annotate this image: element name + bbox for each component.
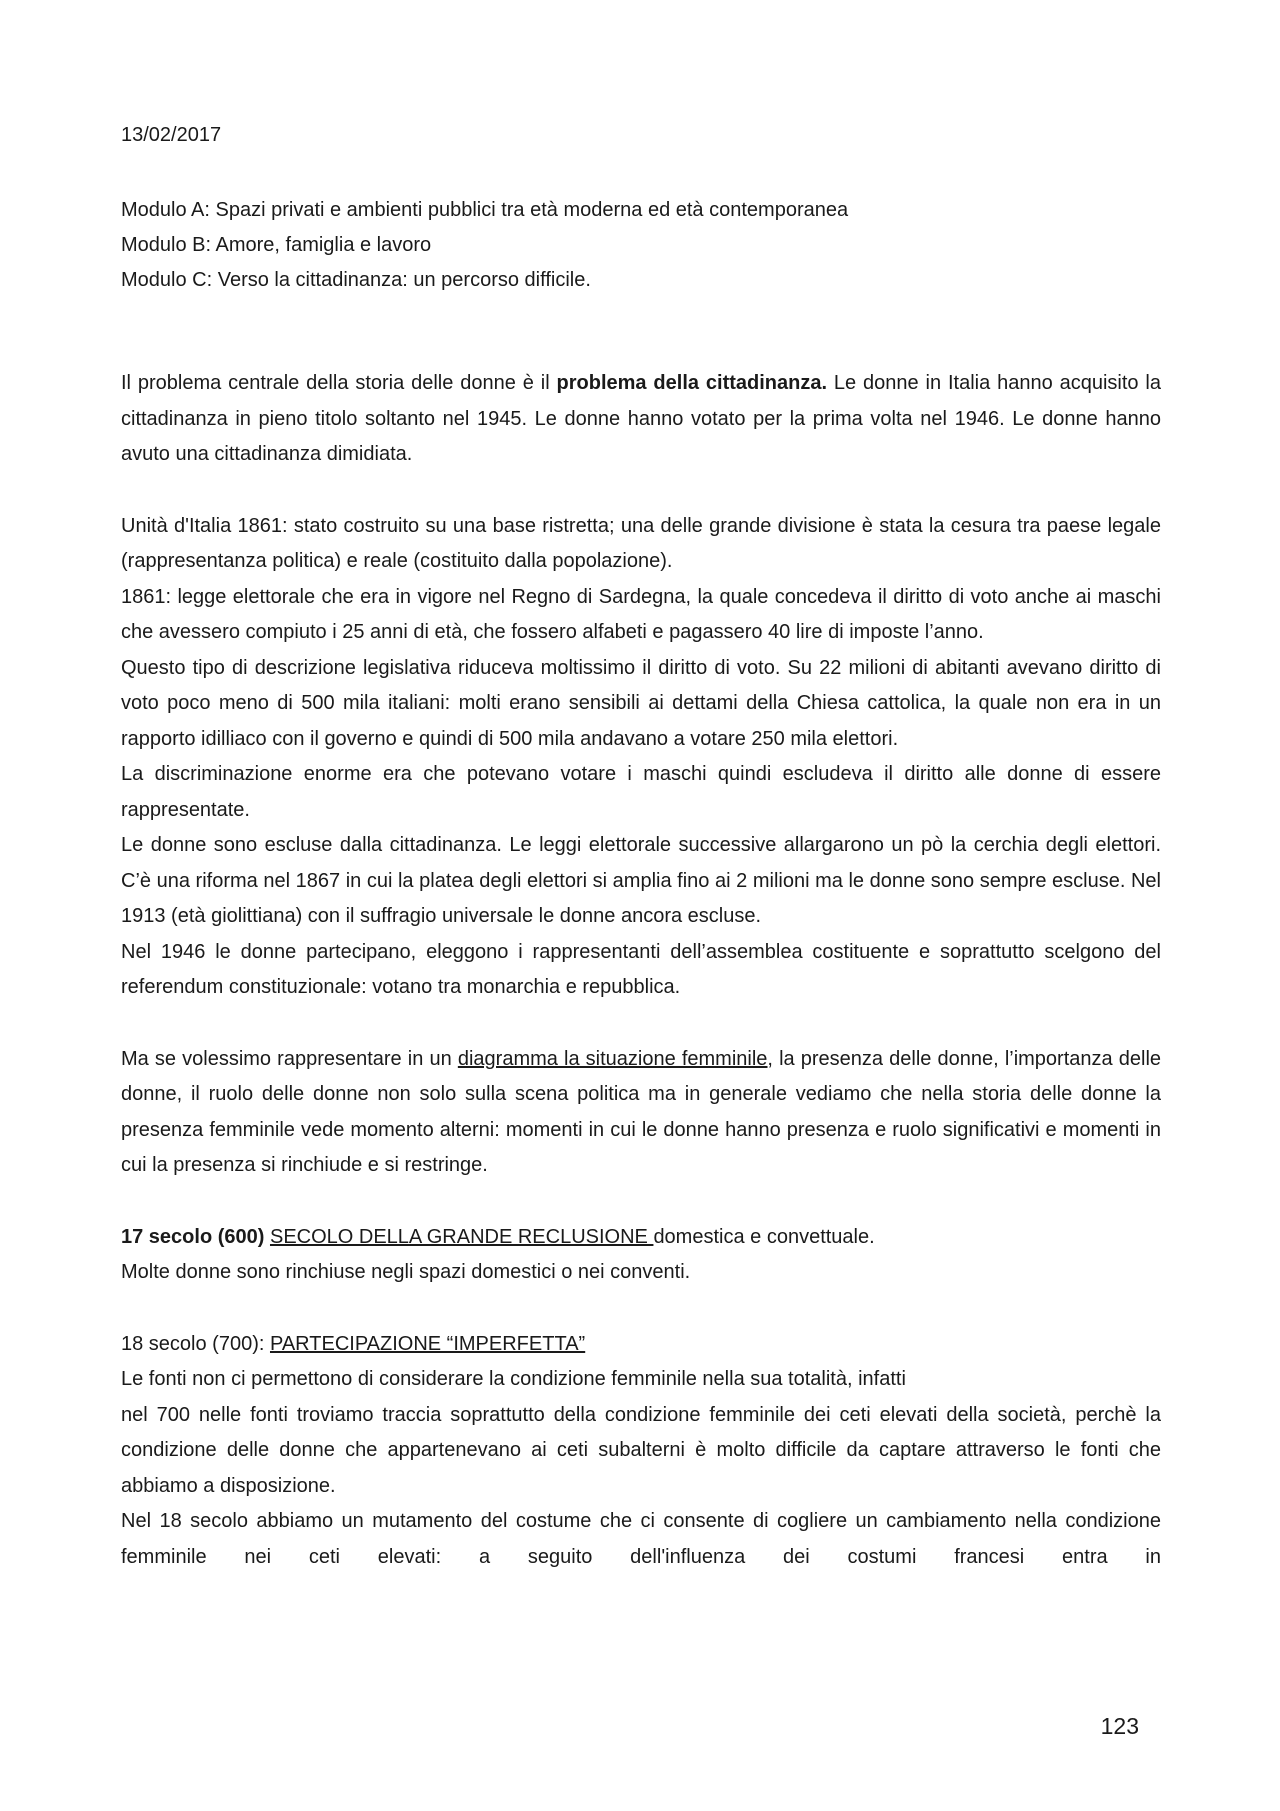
text-run: domestica e convettuale. — [653, 1225, 875, 1248]
text-run: Il problema centrale della storia delle donne è il — [121, 372, 557, 394]
bold-text: problema della cittadinanza. — [556, 372, 828, 394]
paragraph-700-fonti: nel 700 nelle fonti troviamo traccia soprattutto della condizione femminile dei ceti elevati della società, perchè la condizione delle donne che appartenevano ai ceti subalterni è molto difficile da captare attraverso le fonti che abbiamo a disposizione. — [121, 1403, 1161, 1497]
paragraph-diagramma — [121, 1042, 1161, 1184]
module-list — [121, 193, 1161, 298]
paragraph-fonti: Le fonti non ci permettono di considerare la condizione femminile nella sua totalità, infatti — [121, 1368, 906, 1390]
paragraph-rinchiuse: Molte donne sono rinchiuse negli spazi domestici o nei conventi. — [121, 1261, 691, 1283]
paragraph-donne-escluse: Le donne sono escluse dalla cittadinanza. Le leggi elettorale successive allargarono un pò la cerchia degli elettori. C’è una riforma nel 1867 in cui la platea degli elettori si amplia fino ai 2 milioni ma le donne sono sempre escluse. Nel 1913 (età giolittiana) con il suffragio universale le donne ancora escluse. — [121, 834, 1161, 927]
underlined-text: SECOLO DELLA GRANDE RECLUSIONE — [269, 1225, 654, 1248]
heading-18-secolo — [121, 1327, 1161, 1363]
page-number: 123 — [1100, 1713, 1139, 1739]
paragraph-unita-italia: Unità d'Italia 1861: stato costruito su una base ristretta; una delle grande divisione è stata la cesura tra paese legale (rappresentanza politica) e reale (costituito dalla popolazione). — [121, 514, 1161, 572]
module-b: Modulo B: Amore, famiglia e lavoro — [121, 234, 432, 256]
underlined-text: PARTECIPAZIONE “IMPERFETTA” — [269, 1332, 586, 1355]
bold-text: 17 secolo (600) — [121, 1225, 265, 1248]
paragraph-citizenship — [121, 366, 1161, 473]
paragraph-discriminazione: La discriminazione enorme era che potevano votare i maschi quindi escludeva il diritto alle donne di essere rappresentate. — [121, 763, 1161, 821]
text-run: 18 secolo (700): — [121, 1332, 270, 1355]
paragraph-mutamento-costume: Nel 18 secolo abbiamo un mutamento del costume che ci consente di cogliere un cambiamento nella condizione femminile nei ceti elevati: a seguito dell'influenza dei costumi francesi entra in — [121, 1510, 1161, 1568]
paragraph-legge-elettorale: 1861: legge elettorale che era in vigore nel Regno di Sardegna, la quale concedeva il diritto di voto anche ai maschi che avessero compiuto i 25 anni di età, che fossero alfabeti e pagassero 40 lire di imposte l’anno. — [121, 585, 1161, 643]
underlined-text: diagramma la situazione femminile, — [457, 1047, 773, 1070]
text-run: la presenza delle donne, l’importanza delle donne, il ruolo delle donne non solo sulla scena politica ma in generale vediamo che nella storia delle donne la presenza femminile vede momento alterni: momenti in cui le donne hanno presenza e ruolo significativi e momenti in cui la presenza si rinchiude e si restringe. — [121, 1047, 1162, 1176]
paragraph-descrizione-legislativa: Questo tipo di descrizione legislativa riduceva moltissimo il diritto di voto. Su 22 milioni di abitanti avevano diritto di voto poco meno di 500 mila italiani: molti erano sensibili ai dettami della Chiesa cattolica, la quale non era in un rapporto idilliaco con il governo e quindi di 500 mila andavano a votare 250 mila elettori. — [121, 656, 1161, 750]
document-date: 13/02/2017 — [121, 124, 222, 146]
text-run: Le donne in Italia hanno acquisito la cittadinanza in pieno titolo soltanto nel 1945. Le donne hanno votato per la prima volta nel 1946. Le donne hanno avuto una cittadinanza dimidiata. — [121, 372, 1162, 465]
text-run: Ma se volessimo rappresentare in un — [121, 1047, 458, 1070]
module-a: Modulo A: Spazi privati e ambienti pubblici tra età moderna ed età contemporanea — [121, 199, 849, 221]
paragraph-1946: Nel 1946 le donne partecipano, eleggono i rappresentanti dell’assemblea costituente e soprattutto scelgono del referendum constituzionale: votano tra monarchia e repubblica. — [121, 940, 1161, 998]
heading-17-secolo — [121, 1220, 1161, 1256]
body-text — [121, 366, 1161, 1575]
module-c: Modulo C: Verso la cittadinanza: un percorso difficile. — [121, 269, 591, 291]
